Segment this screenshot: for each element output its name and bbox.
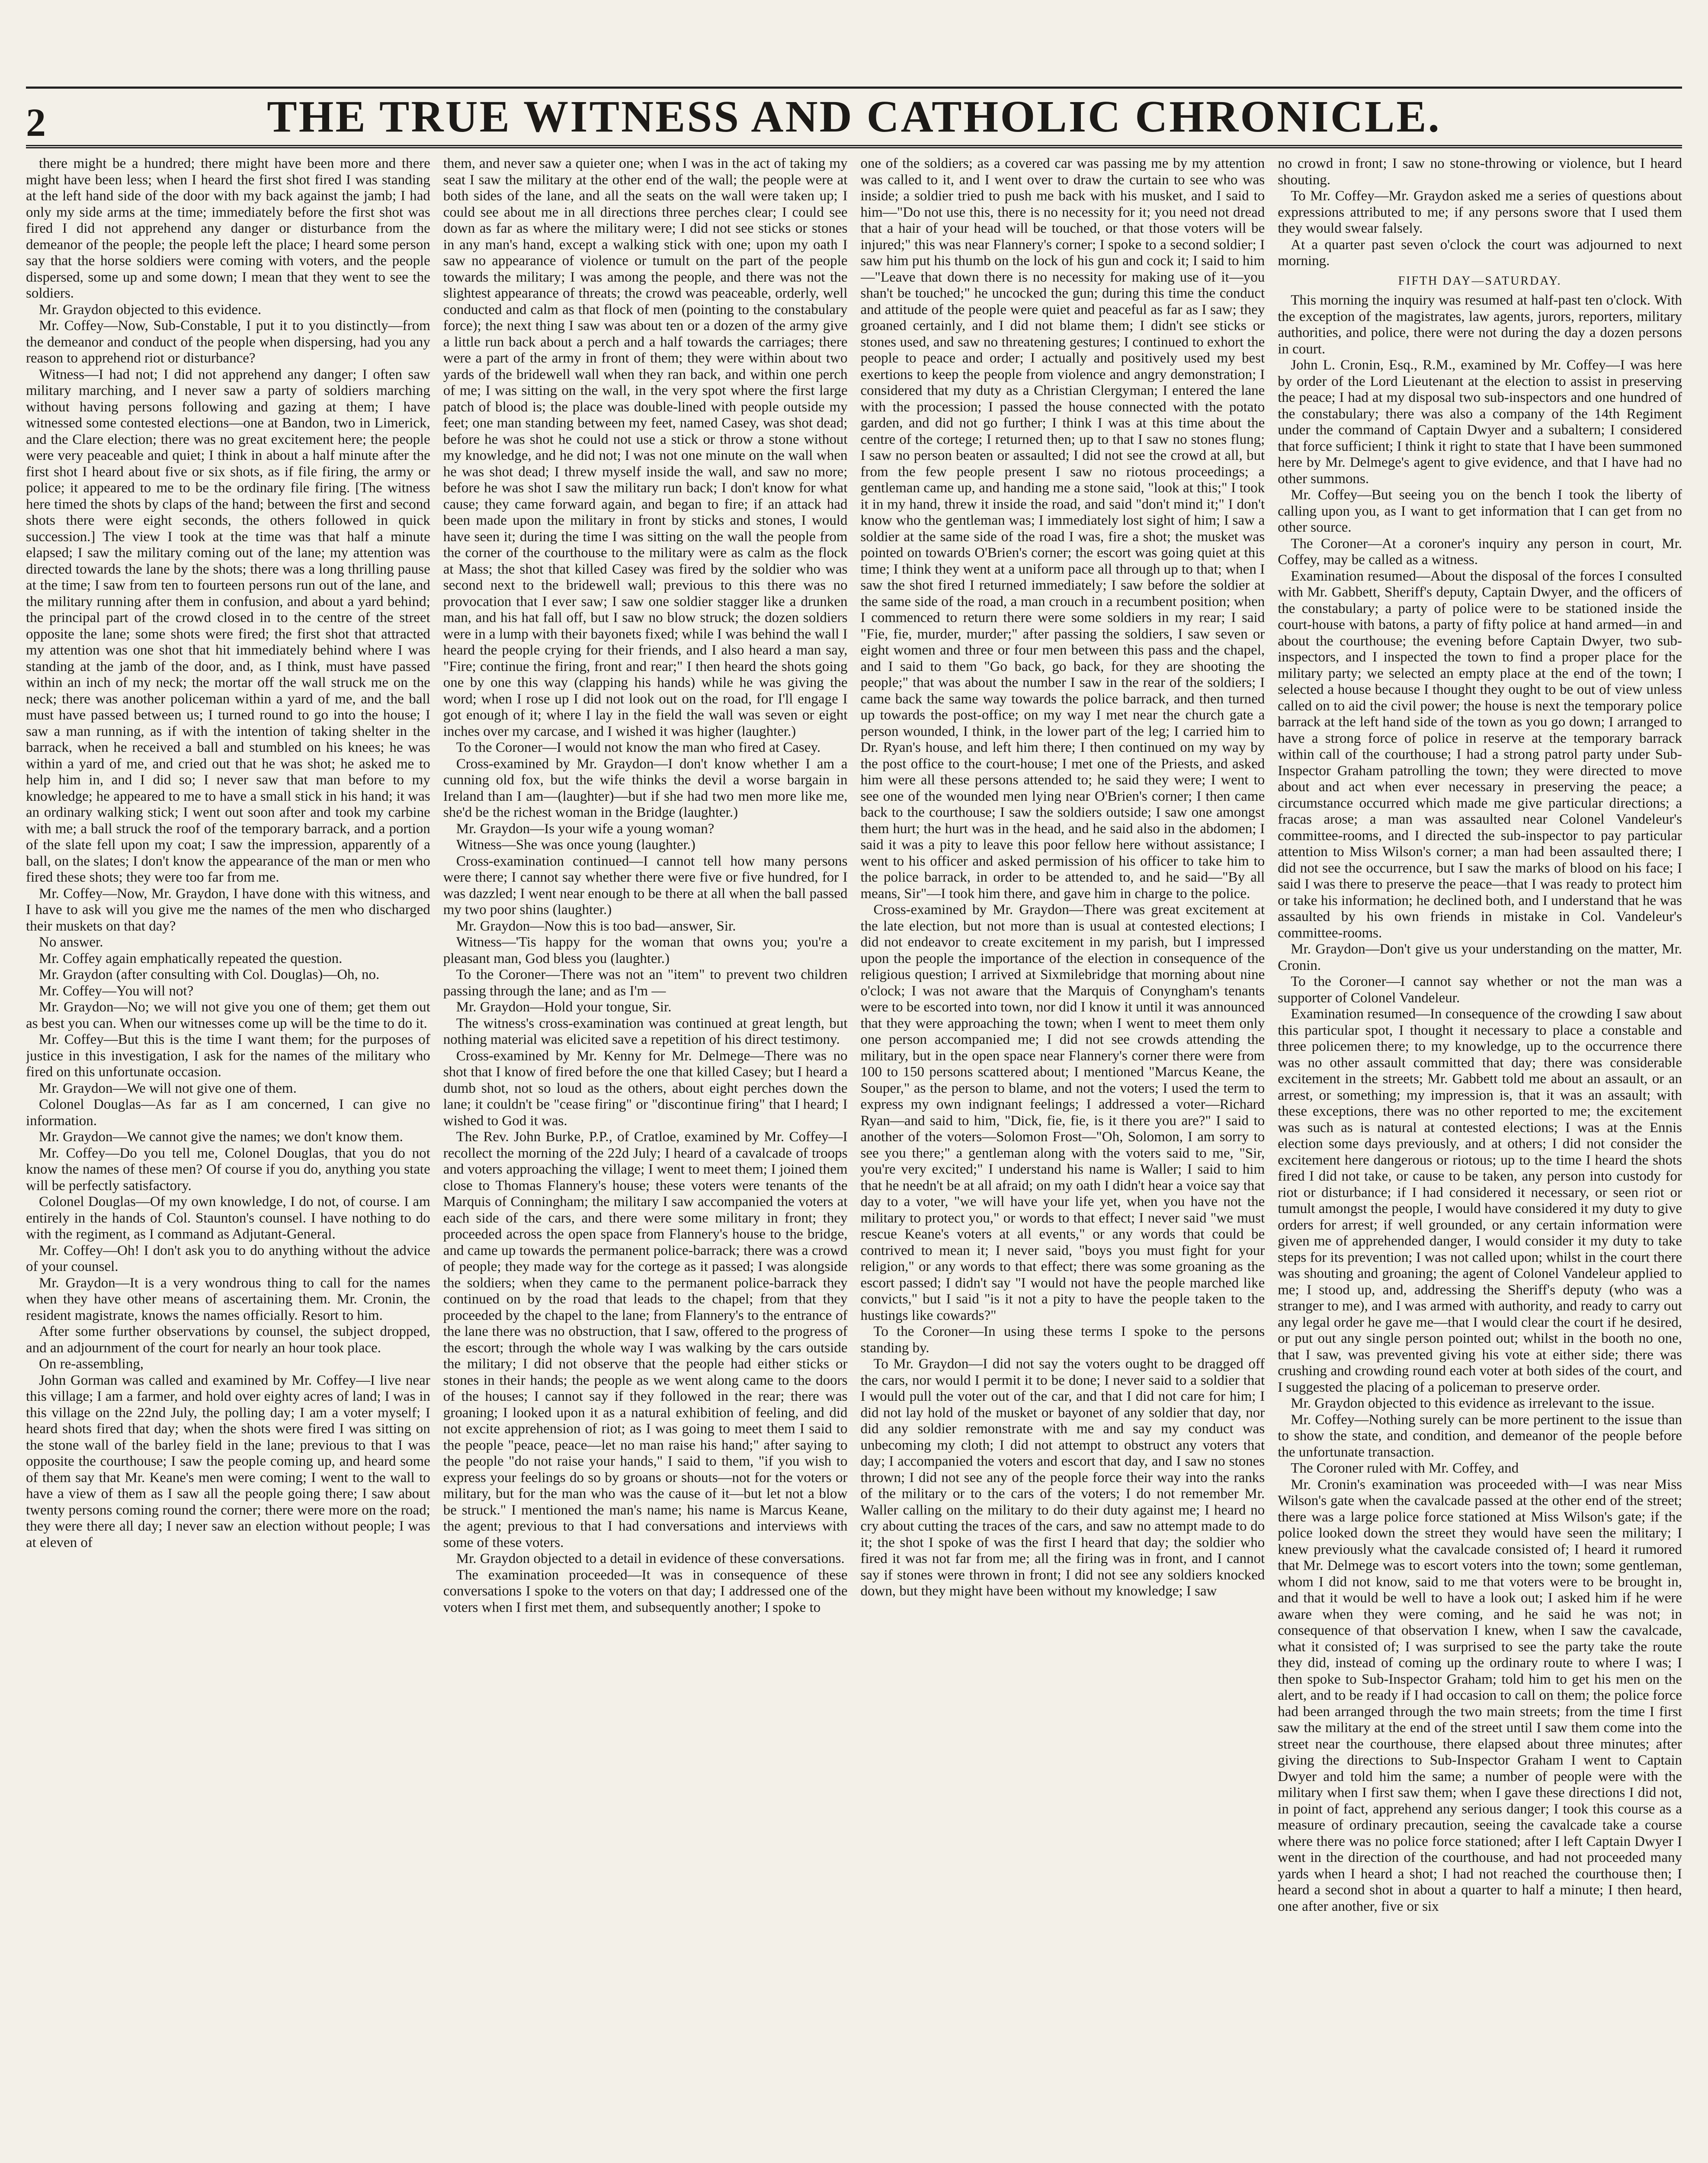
paragraph: This morning the inquiry was resumed at half-past ten o'clock. With the exception of the magistrates, law agents, jurors, reporters, military authorities, and police, there were not during the day a dozen persons in court.	[1278, 292, 1682, 357]
masthead-title: THE TRUE WITNESS AND CATHOLIC CHRONICLE.	[267, 92, 1441, 141]
paragraph: To Mr. Coffey—Mr. Graydon asked me a series of questions about expressions attributed to me; if any persons swore that I used them they would swear falsely.	[1278, 188, 1682, 236]
paragraph: John Gorman was called and examined by Mr. Coffey—I live near this village; I am a farmer, and hold over eighty acres of land; I was in this village on the 22nd July, the polling day; I am a voter myself; I heard shots fired that day; when the shots were fired I was sitting on the stone wall of the barley field in the lane; previous to that I was opposite the courthouse; I saw the people coming up, and heard some of them say that Mr. Keane's men were coming; I went to the wall to have a view of them as I saw all the people going there; I saw about twenty persons coming round the corner; there were more on the road; they were there all day; I never saw an election without people; I was at eleven of	[26, 1372, 430, 1550]
paragraph: The witness's cross-examination was continued at great length, but nothing material was elicited save a repetition of his direct testimony.	[443, 1015, 848, 1047]
paragraph: Mr. Graydon—Is your wife a young woman?	[456, 821, 715, 837]
paragraph: The Coroner—At a coroner's inquiry any person in court, Mr. Coffey, may be called as a witness.	[1278, 536, 1682, 568]
paragraph: To the Coroner—There was not an "item" to prevent two children passing through the lane; and as I'm —	[443, 967, 848, 999]
paragraph: At a quarter past seven o'clock the court was adjourned to next morning.	[1278, 237, 1682, 269]
page-number: 2	[26, 100, 46, 144]
paragraph: Mr. Graydon objected to this evidence.	[39, 302, 262, 318]
paragraph: Mr. Coffey again emphatically repeated the question.	[39, 950, 343, 966]
paragraph: Witness—She was once young (laughter.)	[456, 837, 695, 853]
top-rule	[26, 87, 1682, 89]
paragraph: Mr. Coffey—Oh! I don't ask you to do anything without the advice of your counsel.	[26, 1242, 430, 1274]
paragraph: To the Coroner—In using these terms I spoke to the persons standing by.	[860, 1324, 1265, 1356]
paragraph: Mr. Coffey—But this is the time I want them; for the purposes of justice in this investigation, I ask for the names of the military who fired on this unfortunate occasion.	[26, 1032, 430, 1080]
paragraph: Colonel Douglas—As far as I am concerned, I can give no information.	[26, 1097, 430, 1129]
paragraph: Mr. Graydon—Don't give us your understanding on the matter, Mr. Cronin.	[1278, 941, 1682, 973]
paragraph: Cross-examined by Mr. Graydon—I don't know whether I am a cunning old fox, but the wife thinks the devil a worse bargain in Ireland than I am—(laughter)—but if she had two men more like me, she'd be the richest woman in the Bridge (laughter.)	[443, 756, 848, 820]
article-columns	[26, 156, 1682, 2163]
paragraph: Examination resumed—About the disposal of the forces I consulted with Mr. Gabbett, Sheriff's deputy, Captain Dwyer, and the officers of the constabulary; a party of police were to be stationed inside the court-house with batons, a party of fifty police at hand armed—in and about the courthouse; the evening before Captain Dwyer, two sub-inspectors, and I inspected the town to find a proper place for the military party; we selected an empty place at the end of the town; I selected a house because I thought they ought to be out of view unless called on to aid the civil power; the house is next the temporary police barrack at the left hand side of the town as you go down; I arranged to have a strong force of police in reserve at the temporary barrack within call of the courthouse; I had a strong patrol party under Sub-Inspector Graham patrolling the town; they were directed to move about and act when ever necessary in preserving the peace; a circumstance occurred which made me give particular directions; a fracas arose; a man was assaulted near Colonel Vandeleur's committee-rooms, and I directed the sub-inspector to pay particular attention to Miss Wilson's corner; a man had been assaulted there; I did not see the occurrence, but I saw the marks of blood on his face; I said I was there to preserve the peace—that I was ready to protect him or take his information; he declined both, and I understand that he was assaulted by his own friends in mistake in Col. Vandeleur's committee-rooms.	[1278, 568, 1682, 941]
paragraph: Mr. Graydon—It is a very wondrous thing to call for the names when they have other means of ascertaining them. Mr. Cronin, the resident magistrate, knows the names officially. Resort to him.	[26, 1275, 430, 1323]
paragraph: To Mr. Graydon—I did not say the voters ought to be dragged off the cars, nor would I permit it to be done; I never said to a soldier that I would pull the voter out of the car, and that I did not care for him; I did not lay hold of the musket or bayonet of any soldier that day, nor did any soldier remonstrate with me and say my conduct was unbecoming my cloth; I did not attempt to obstruct any voters that day; I accompanied the voters and escort that day, and I saw no stones thrown; I did not see any of the people force their way into the ranks of the military or to the cars of the voters; I do not remember Mr. Waller calling on the military to do their duty against me; I heard no cry about cutting the traces of the cars, and saw no attempt made to do it; the shot I spoke of was the first I heard that day; the soldier who fired it was not far from me; all the firing was in front, and I cannot say if stones were thrown in front; I did not see any soldiers knocked down, but they might have been without my knowledge; I saw	[860, 1356, 1265, 1599]
column-2	[443, 156, 848, 2163]
paragraph: Cross-examined by Mr. Kenny for Mr. Delmege—There was no shot that I know of fired before the one that killed Casey; but I heard a dumb shot, not so loud as the others, about eight perches down the lane; it couldn't be "cease firing" or "discontinue firing" that I heard; I wished to God it was.	[443, 1048, 848, 1129]
paragraph: Mr. Graydon—Hold your tongue, Sir.	[456, 999, 672, 1015]
column-4	[1278, 156, 1682, 2163]
paragraph: Mr. Coffey—Nothing surely can be more pertinent to the issue than to show the state, and condition, and demeanor of the people before the unfortunate transaction.	[1278, 1412, 1682, 1460]
paragraph: To the Coroner—I would not know the man who fired at Casey.	[456, 740, 821, 755]
paragraph: Mr. Coffey—Now, Mr. Graydon, I have done with this witness, and I have to ask will you give me the names of the men who discharged their muskets on that day?	[26, 886, 430, 934]
paragraph: Mr. Graydon (after consulting with Col. Douglas)—Oh, no.	[39, 967, 380, 982]
paragraph: Witness—'Tis happy for the woman that owns you; you're a pleasant man, God bless you (laughter.)	[443, 934, 848, 966]
paragraph: To the Coroner—I cannot say whether or not the man was a supporter of Colonel Vandeleur.	[1278, 974, 1682, 1006]
paragraph: Colonel Douglas—Of my own knowledge, I do not, of course. I am entirely in the hands of Col. Staunton's counsel. I have nothing to do with the regiment, as I command as Adjutant-General.	[26, 1194, 430, 1242]
paragraph: Mr. Graydon—No; we will not give you one of them; get them out as best you can. When our witnesses come up will be the time to do it.	[26, 999, 430, 1031]
paragraph: Mr. Coffey—You will not?	[39, 983, 194, 999]
paragraph: The examination proceeded—It was in consequence of these conversations I spoke to the voters on that day; I addressed one of the voters when I first met them, and subsequently another; I spoke to	[443, 1567, 848, 1615]
paragraph: Mr. Graydon objected to this evidence as irrelevant to the issue.	[1291, 1396, 1655, 1411]
paragraph: After some further observations by counsel, the subject dropped, and an adjournment of the court for nearly an hour took place.	[26, 1324, 430, 1356]
column-3	[861, 156, 1265, 2163]
paragraph: The Rev. John Burke, P.P., of Cratloe, examined by Mr. Coffey—I recollect the morning of the 22d July; I heard of a cavalcade of troops and voters approaching the village; I went to meet them; I joined them close to Thomas Flannery's house; these voters were tenants of the Marquis of Conningham; the military I saw accompanied the voters at each side of the cars, and there were some military in front; they proceeded across the open space from Flannery's house to the bridge, and came up towards the permanent police-barrack; there was a crowd of people; they made way for the cortege as it passed; I was alongside the soldiers; when they came to the permanent police-barrack they continued on by the road that leads to the chapel; from that they proceeded by the chapel to the lane; from Flannery's to the entrance of the lane there was no obstruction, that I saw, offered to the progress of the escort; through the whole way I was walking by the cars outside the military; I did not observe that the people had either sticks or stones in their hands; the people as we went along came to the doors of the houses; I cannot say if they followed in the rear; there was groaning; I looked upon it as a natural exhibition of feeling, and did not excite apprehension of riot; as I was going to meet them I said to the people "peace, peace—let no man raise his hand;" after saying to the people "do not raise your hands," I said to them, "if you wish to express your feelings do so by groans or shouts—not for the voters or military, but for the man who was the cause of it—but let not a blow be struck." I mentioned the man's name; his name is Marcus Keane, the agent; previous to that I had conversations and interviews with some of these voters.	[443, 1129, 848, 1550]
paragraph: No answer.	[39, 934, 103, 950]
paragraph: Cross-examination continued—I cannot tell how many persons were there; I cannot say whether there were five or five hundred, for I was dazzled; I went near enough to be there at all when the ball passed my two poor shins (laughter.)	[443, 853, 848, 918]
paragraph: Examination resumed—In consequence of the crowding I saw about this particular spot, I thought it necessary to place a constable and three policemen there; to my knowledge, up to the occurrence there was no other assault committed that day; there was considerable excitement in the streets; Mr. Gabbett told me about an assault, or an arrest, or something; my impression is, that it was an assault; with these exceptions, there was no other reported to me; the excitement was such as is natural at contested elections; I was at the Ennis election some days previously, and at others; I did not consider the excitement here dangerous or riotous; up to the time I heard the shots fired I did not take, or cause to be taken, any person into custody for riot or disturbance; if I had considered it necessary, or seen riot or tumult amongst the people, I would have considered it my duty to give orders for arrest; if well grounded, or any certain information were given me of apprehended danger, I would consider it my duty to take steps for its prevention; I was not called upon; whilst in the court there was shouting and groaning; the agent of Colonel Vandeleur applied to me; I stood up, and, addressing the Sheriff's deputy (who was a stranger to me), and I was armed with authority, and ready to carry out any legal order he gave me—that I would clear the court if he desired, or put out any single person pointed out; whilst in the booth no one, that I saw, was prevented giving his vote at either side; there was crushing and crowding round each voter at both sides of the court, and I suggested the placing of a policeman to preserve order.	[1278, 1006, 1682, 1395]
paragraph: Mr. Graydon objected to a detail in evidence of these conversations.	[456, 1551, 845, 1566]
paragraph: Mr. Graydon—Now this is too bad—answer, Sir.	[456, 918, 736, 934]
masthead-rule	[26, 145, 1682, 148]
paragraph: On re-assembling,	[39, 1356, 144, 1372]
paragraph: Cross-examined by Mr. Graydon—There was great excitement at the late election, but not more than is usual at contested elections; I did not endeavor to create excitement in my parish, but I impressed upon the people the importance of the election in consequence of the religious question; I arrived at Sixmilebridge that morning about nine o'clock; I was not aware that the Marquis of Conyngham's tenants were to be escorted into town, nor did I know it until it was announced that they were approaching the town; when I went to meet them only one person accompanied me; I did not see crowds attending the military, but in the open space near Flannery's corner there were from 100 to 150 persons scattered about; I mentioned "Marcus Keane, the Souper," as the person to blame, and not the voters; I used the term to express my own indignant feelings; I addressed a voter—Richard Ryan—and said to him, "Dick, fie, fie, is it there you are?" I said to another of the voters—Solomon Frost—"Oh, Solomon, I am sorry to see you there;" a gentleman along with the voters said to me, "Sir, you're very excited;" I understand his name is Waller; I said to him that he needn't be at all afraid; on my oath I didn't hear a voice say that day to a voter, "we will have your life yet, when you have not the military to protect you," or words to that effect; I never said "we must rescue Keane's voters at all events," or any words that could be contrived to mean it; I never said, "boys you must fight for your religion," or any words to that effect; there was some groaning as the escort passed; I didn't say "I would not have the people marched like convicts," but I said "is it not a pity to have the people taken to the hustings like cowards?"	[860, 902, 1265, 1323]
paragraph: one of the soldiers; as a covered car was passing me by my attention was called to it, and I went over to draw the curtain to see who was inside; a soldier tried to push me back with his musket, and I said to him—"Do not use this, there is no necessity for it; you need not dread that a hair of your head will be touched, or that those voters will be injured;" this was near Flannery's corner; I spoke to a second soldier; I saw him put his thumb on the lock of his gun and cock it; I said to him—"Leave that down there is no necessity for making use of it—you shan't be touched;" he uncocked the gun; during this time the conduct and attitude of the people were quiet and peaceful as far as I saw; they groaned certainly, and I did not blame them; I didn't see sticks or stones used, and saw no threatening gestures; I continued to exhort the people to peace and order; I actually and positively used my best exertions to keep the people from violence and angry demonstration; I considered that my duty as a Christian Clergyman; I entered the lane with the procession; I passed the house connected with the potato garden, and did not go further; I think I was at this time about the centre of the cortege; I returned then; up to that I saw no stones flung; I saw no person beaten or assaulted; I did not see the crowd at all, but from the few people present I saw no riotous proceedings; a gentleman came up, and handing me a stone said, "look at this;" I took it in my hand, threw it inside the road, and said "don't mind it;" I don't know who the gentleman was; I immediately lost sight of him; I saw a soldier at the same side of the road I was, fire a shot; the musket was pointed on towards O'Brien's corner; the escort was going quiet at this time; I think they went at a uniform pace all through up to that; when I saw the shot fired I returned immediately; I saw before the soldier at the same side of the road, a man crouch in a recumbent position; when I commenced to return there were some soldiers in my rear; I said "Fie, fie, murder, murder;" after passing the soldiers, I saw seven or eight women and three or four men between this pass and the chapel, and I said to them "Go back, go back, for they are shooting the people;" that was about the number I saw in the rear of the soldiers; I came back the same way towards the police barrack, and then turned up towards the post-office; on my way I met near the church gate a person wounded, I think, in the lower part of the leg; I carried him to Dr. Ryan's house, and left him there; I then continued on my way by the post office to the court-house; I met one of the Priests, and asked him were all these persons attended to; he said they were; I went to see one of the wounded men lying near O'Brien's corner; I then came back to the courthouse; I saw the soldiers outside; I saw one amongst them hurt; the hurt was in the head, and he said also in the abdomen; I said it was a pity to leave this poor fellow here without assistance; I went to his officer and asked permission of his officer to take him to the police barrack, in order to be attended to, and he said—"By all means, Sir"—I took him there, and gave him in charge to the police.	[860, 156, 1265, 902]
paragraph: Mr. Graydon—We will not give one of them.	[39, 1080, 297, 1096]
paragraph: John L. Cronin, Esq., R.M., examined by Mr. Coffey—I was here by order of the Lord Lieutenant at the election to assist in preserving the peace; I had at my disposal two sub-inspectors and one hundred of the constabulary; there was also a company of the 14th Regiment under the command of Captain Dwyer and a subaltern; I considered that force sufficient; I think it right to state that I have been summoned here by Mr. Delmege's agent to give evidence, and that I have had no other summons.	[1278, 357, 1682, 487]
paragraph: Mr. Coffey—But seeing you on the bench I took the liberty of calling upon you, as I want to get information that I can get from no other source.	[1278, 487, 1682, 535]
paragraph: FIFTH DAY—SATURDAY.	[1398, 274, 1562, 288]
paragraph: The Coroner ruled with Mr. Coffey, and	[1291, 1460, 1519, 1476]
paragraph: Mr. Coffey—Now, Sub-Constable, I put it to you distinctly—from the demeanor and conduct of the people when dispersing, had you any reason to apprehend riot or disturbance?	[26, 318, 430, 366]
paragraph: there might be a hundred; there might have been more and there might have been less; when I heard the first shot fired I was standing at the left hand side of the door with my back against the jamb; I had only my side arms at the time; immediately before the first shot was fired I did not apprehend any danger or disturbance from the demeanor of the people; the people left the place; I heard some person say that the horse soldiers were coming with voters, and the people dispersed, some up and some down; I mean that they went to see the soldiers.	[26, 156, 430, 301]
paragraph: them, and never saw a quieter one; when I was in the act of taking my seat I saw the military at the other end of the wall; the people were at both sides of the lane, and all the seats on the wall were taken up; I could see about me in all directions three perches clear; I could see down as far as where the military were; I did not see sticks or stones in any man's hand, except a walking stick with one; upon my oath I saw no appearance of violence or tumult on the part of the people towards the military; I was among the people, and there was not the slightest appearance of threats; the crowd was peaceable, orderly, well conducted and calm as that flock of men (pointing to the constabulary force); the next thing I saw was about ten or a dozen of the army give a little run back about a perch and a half towards the carriages; there were a part of the army in front of them; they were within about two yards of the bridewell wall when they ran back, and within one perch of me; I was sitting on the wall, in the very spot where the first large patch of blood is; the place was double-lined with people outside my feet; one man standing between my feet, named Casey, was shot dead; before he was shot he could not use a stick or throw a stone without my knowledge, and he did not; I was not one minute on the wall when he was shot dead; I threw myself inside the wall, and saw no more; before he was shot I saw the military run back; I don't know for what cause; they came forward again, and began to fire; if an attack had been made upon the military in front by sticks and stones, I would have seen it; during the time I was sitting on the wall the people from the corner of the courthouse to the military were as calm as the flock at Mass; the shot that killed Casey was fired by the soldier who was second next to the bridewell wall; previous to this there was no provocation that I ever saw; I saw one soldier stagger like a drunken man, and his hat fall off, but I saw no blow struck; the dozen soldiers were in a lump with their bayonets fixed; while I was behind the wall I heard the people crying for their friends, and I also heard a man say, "Fire; continue the firing, front and rear;" I then heard the shots going one by one this way (clapping his hands) while he was giving the word; when I rose up I did not look out on the road, for I'll engage I got enough of it; where I lay in the field the wall was seven or eight inches over my carcase, and I wished it was higher (laughter.)	[443, 156, 848, 739]
column-1	[26, 156, 430, 2163]
paragraph: no crowd in front; I saw no stone-throwing or violence, but I heard shouting.	[1278, 156, 1682, 188]
paragraph: Mr. Coffey—Do you tell me, Colonel Douglas, that you do not know the names of these men? Of course if you do, anything you state will be perfectly satisfactory.	[26, 1145, 430, 1194]
paragraph: Witness—I had not; I did not apprehend any danger; I often saw military marching, and I never saw a party of soldiers marching without having persons following and gazing at them; I have witnessed some contested elections—one at Bandon, two in Limerick, and the Clare election; there was no great excitement here; the people were very peaceable and quiet; I think in about a half minute after the first shot I heard about five or six shots, as if file firing, the army or police; it appeared to me to be the ordinary file firing. [The witness here timed the shots by claps of the hand; between the first and second shots there were eight seconds, the others followed in quick succession.] The view I took at the time was that half a minute elapsed; I saw the military coming out of the lane; my attention was directed towards the lane by the shots; there was a long thrilling pause at the time; I saw from ten to fourteen persons run out of the lane, and the military running after them in confusion, and about a yard behind; the principal part of the crowd closed in to the centre of the street opposite the lane; some shots were fired; the first shot that attracted my attention was one shot that hit immediately behind where I was standing at the jamb of the door, and, as I think, must have passed within an inch of my neck; the mortar off the wall struck me on the neck; there was another policeman within a yard of me, and the ball must have passed between us; I turned round to go into the house; I saw a man running, as if with the intention of taking shelter in the barrack, when he received a ball and stumbled on his knees; he was within a yard of me, and cried out that he was shot; he asked me to help him in, and I did so; I never saw that man before to my knowledge; he appeared to me to have a small stick in his hand; it was an ordinary walking stick; I went out soon after and took my carbine with me; a ball struck the roof of the temporary barrack, and a portion of the slate fell upon my coat; I saw the impression, apparently of a ball, on the slates; I don't know the appearance of the man or men who fired these shots; they were too far from me.	[26, 366, 430, 885]
paragraph: Mr. Graydon—We cannot give the names; we don't know them.	[39, 1129, 403, 1145]
paragraph: Mr. Cronin's examination was proceeded with—I was near Miss Wilson's gate when the cavalcade passed at the other end of the street; there was a large police force stationed at Miss Wilson's gate; if the police looked down the street they would have seen the military; I knew previously what the cavalcade consisted of; I heard it rumored that Mr. Delmege was to escort voters into the town; some gentleman, whom I did not know, said to me that voters were to be brought in, and that it would be well to have a look out; I asked him if he were aware when they were coming, and he said he was not; in consequence of that observation I knew, when I saw the cavalcade, what it consisted of; I was surprised to see the party take the route they did, instead of coming up the ordinary route to where I was; I then spoke to Sub-Inspector Graham; told him to get his men on the alert, and to be ready if I had occasion to call on them; the police force had been arranged through the two main streets; from the time I first saw the military at the end of the street until I saw them come into the street near the courthouse, there elapsed about three minutes; after giving the directions to Sub-Inspector Graham I went to Captain Dwyer and told him the same; a number of people were with the military when I first saw them; when I gave these directions I did not, in point of fact, apprehend any serious danger; I took this course as a measure of ordinary precaution, seeing the cavalcade take a course where there was no police force stationed; after I left Captain Dwyer I went in the direction of the courthouse, and had not proceeded many yards when I heard a shot; I had not reached the courthouse then; I heard a second shot in about a quarter to half a minute; I then heard, one after another, five or six	[1278, 1476, 1682, 1914]
